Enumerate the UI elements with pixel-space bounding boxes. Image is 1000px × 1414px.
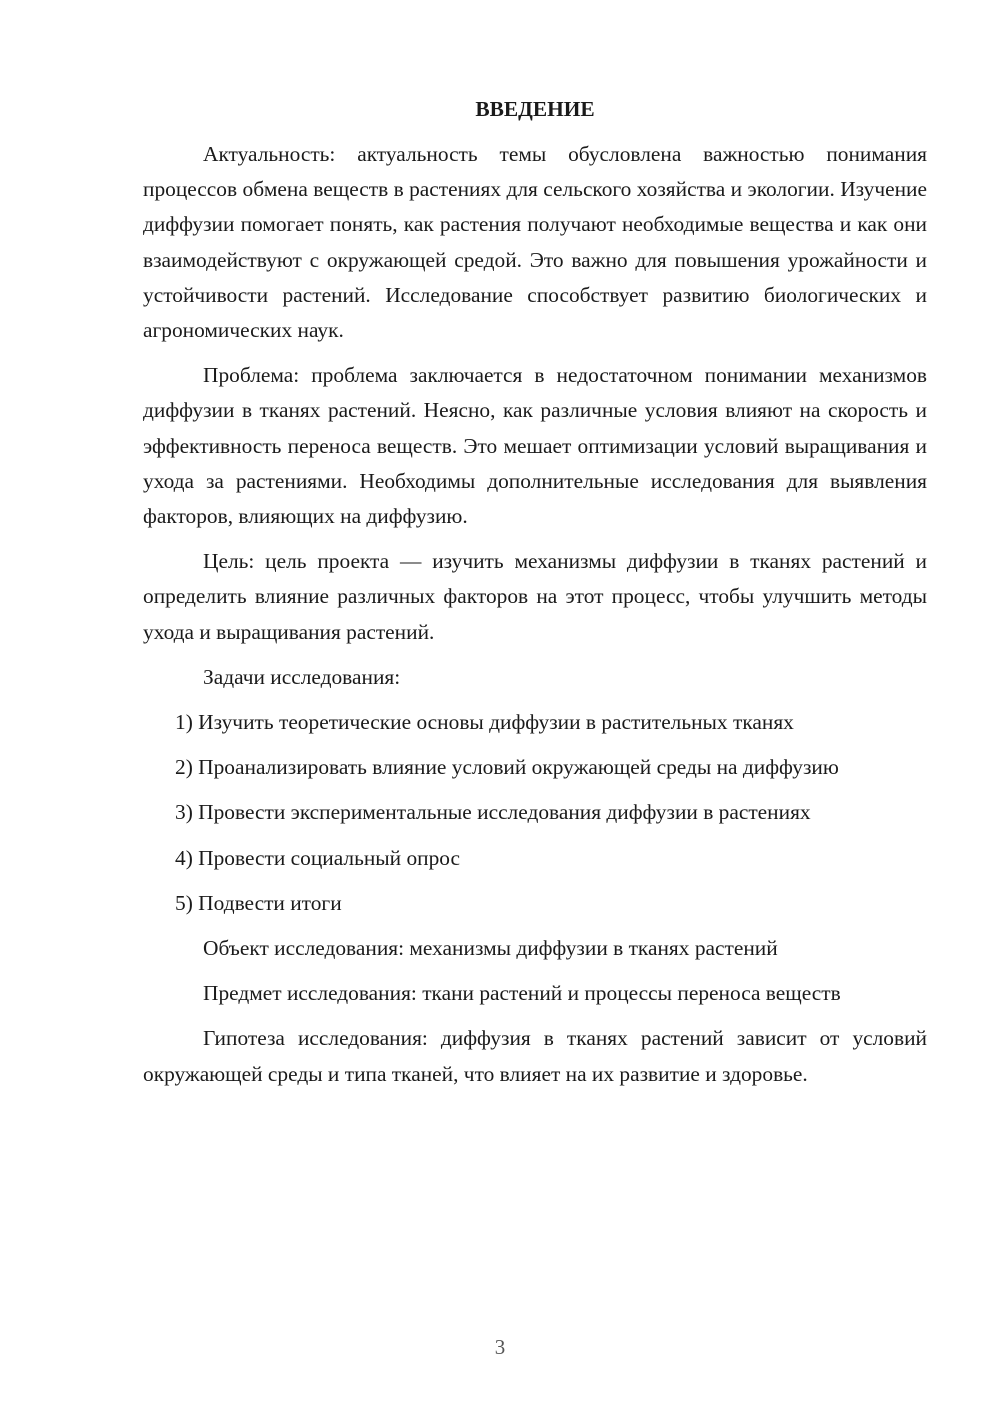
task-item-1: 1) Изучить теоретические основы диффузии в растительных тканях	[175, 710, 794, 735]
tasks-heading: Задачи исследования:	[203, 664, 401, 689]
hypothesis-paragraph: Гипотеза исследования: диффузия в тканях растений зависит от условий окружающей среды и типа тканей, что влияет на их развитие и здоровье.	[143, 1026, 927, 1086]
goal-paragraph: Цель: цель проекта — изучить механизмы диффузии в тканях растений и определить влияние различных факторов на этот процесс, чтобы улучшить методы ухода и выращивания растений.	[143, 549, 927, 644]
task-item-3: 3) Провести экспериментальные исследования диффузии в растениях	[175, 800, 811, 825]
task-item-5: 5) Подвести итоги	[175, 890, 342, 915]
task-item-4: 4) Провести социальный опрос	[175, 845, 461, 870]
relevance-paragraph: Актуальность: актуальность темы обусловлена важностью понимания процессов обмена веществ в растениях для сельского хозяйства и экологии. Изучение диффузии помогает понять, как растения получают необходимые вещества и как они взаимодействуют с окружающей средой. Это важно для повышения урожайности и устойчивости растений. Исследование способствует развитию биологических и агрономических наук.	[143, 142, 927, 343]
document-page	[143, 92, 927, 1092]
subject-paragraph: Предмет исследования: ткани растений и процессы переноса веществ	[203, 981, 841, 1006]
page-title: ВВЕДЕНИЕ	[475, 97, 595, 121]
problem-paragraph: Проблема: проблема заключается в недостаточном понимании механизмов диффузии в тканях растений. Неясно, как различные условия влияют на скорость и эффективность переноса веществ. Это мешает оптимизации условий выращивания и ухода за растениями. Необходимы дополнительные исследования для выявления факторов, влияющих на диффузию.	[143, 363, 927, 529]
page-number: 3	[494, 1335, 506, 1359]
object-paragraph: Объект исследования: механизмы диффузии в тканях растений	[203, 936, 778, 961]
task-item-2: 2) Проанализировать влияние условий окружающей среды на диффузию	[175, 755, 839, 780]
